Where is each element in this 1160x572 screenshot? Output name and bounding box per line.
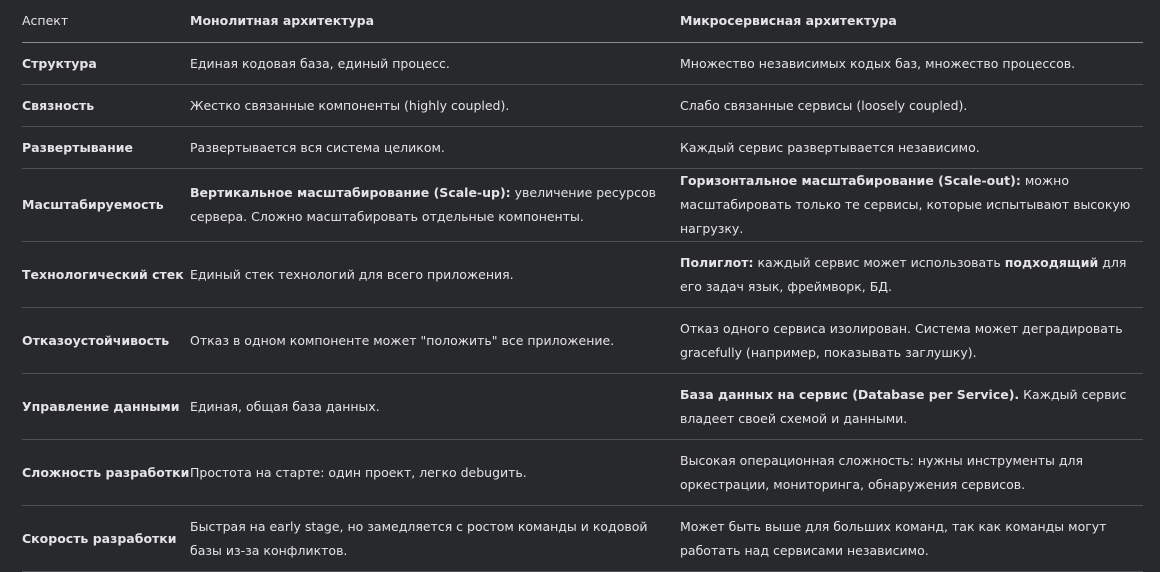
cell-text: Каждый сервис владеет своей схемой и данными.: [680, 386, 1127, 426]
bold-text: подходящий: [1004, 254, 1099, 270]
header-aspect: Аспект: [22, 0, 190, 43]
cell-text: Множество независимых кодых баз, множество процессов.: [680, 55, 1076, 71]
cell-text: Скорость разработки: [22, 530, 177, 546]
monolith-cell: [190, 127, 680, 169]
cell-text: Технологический стек: [22, 266, 184, 282]
cell-text: увеличение ресурсов сервера. Сложно масштабировать отдельные компоненты.: [190, 185, 656, 224]
aspect-cell: [22, 308, 190, 374]
cell-text: Отказ в одном компоненте может "положить" все приложение.: [190, 332, 615, 348]
microservice-cell: [680, 308, 1143, 374]
aspect-cell: [22, 169, 190, 242]
microservice-cell: [680, 127, 1143, 169]
comparison-table: [22, 0, 1143, 572]
cell-text: Может быть выше для больших команд, так как команды могут работать над сервисами независимо.: [680, 518, 1107, 558]
monolith-cell: [190, 308, 680, 374]
bold-text: Горизонтальное масштабирование (Scale-out):: [680, 173, 1021, 188]
monolith-cell: [190, 440, 680, 506]
table-row: [22, 169, 1143, 242]
cell-text: Управление данными: [22, 398, 180, 414]
microservice-cell: [680, 169, 1143, 242]
cell-text: Каждый сервис развертывается независимо.: [680, 139, 980, 155]
table-row: [22, 85, 1143, 127]
cell-text: Жестко связанные компоненты (highly coupled).: [190, 97, 510, 113]
cell-text: Развертывание: [22, 139, 133, 155]
table-row: [22, 308, 1143, 374]
cell-text: Масштабируемость: [22, 197, 164, 212]
aspect-cell: [22, 127, 190, 169]
header-monolith: Монолитная архитектура: [190, 0, 680, 43]
monolith-cell: [190, 242, 680, 308]
cell-text: Связность: [22, 97, 95, 113]
table-row: [22, 127, 1143, 169]
microservice-cell: [680, 43, 1143, 85]
cell-text: Единая кодовая база, единый процесс.: [190, 55, 450, 71]
monolith-cell: [190, 43, 680, 85]
microservice-cell: [680, 85, 1143, 127]
table-row: [22, 242, 1143, 308]
cell-text: Быстрая на early stage, но замедляется с ростом команды и кодовой базы из-за конфликтов.: [190, 518, 648, 558]
bold-text: База данных на сервис (Database per Service).: [680, 386, 1020, 402]
cell-text: Отказ одного сервиса изолирован. Система может деградировать gracefully (например, показывать заглушку).: [680, 320, 1123, 360]
aspect-cell: [22, 440, 190, 506]
cell-text: можно масштабировать только те сервисы, которые испытывают высокую нагрузку.: [680, 173, 1131, 236]
cell-text: Высокая операционная сложность: нужны инструменты для оркестрации, мониторинга, обнаружения сервисов.: [680, 452, 1084, 492]
cell-text: для его задач язык, фреймворк, БД.: [680, 254, 1127, 294]
table-row: [22, 440, 1143, 506]
cell-text: Отказоустойчивость: [22, 332, 170, 348]
aspect-cell: [22, 43, 190, 85]
aspect-cell: [22, 374, 190, 440]
aspect-cell: [22, 85, 190, 127]
monolith-cell: [190, 506, 680, 572]
microservice-cell: [680, 242, 1143, 308]
aspect-cell: [22, 242, 190, 308]
monolith-cell: [190, 85, 680, 127]
table-row: [22, 43, 1143, 85]
microservice-cell: [680, 506, 1143, 572]
bold-text: Вертикальное масштабирование (Scale-up):: [190, 185, 511, 200]
monolith-cell: [190, 374, 680, 440]
cell-text: Единая, общая база данных.: [190, 398, 380, 414]
cell-text: Единый стек технологий для всего приложения.: [190, 266, 514, 282]
table-row: [22, 506, 1143, 572]
microservice-cell: [680, 374, 1143, 440]
bold-text: Полиглот:: [680, 254, 754, 270]
cell-text: Структура: [22, 55, 97, 71]
monolith-cell: [190, 169, 680, 242]
microservice-cell: [680, 440, 1143, 506]
cell-text: Сложность разработки: [22, 464, 190, 480]
cell-text: каждый сервис может использовать: [753, 254, 1005, 270]
cell-text: Развертывается вся система целиком.: [190, 139, 445, 155]
table-header-row: [22, 0, 1143, 43]
table-row: [22, 374, 1143, 440]
cell-text: Простота на старте: один проект, легко debugить.: [190, 464, 527, 480]
cell-text: Слабо связанные сервисы (loosely coupled).: [680, 97, 968, 113]
aspect-cell: [22, 506, 190, 572]
header-microservices: Микросервисная архитектура: [680, 0, 1143, 43]
